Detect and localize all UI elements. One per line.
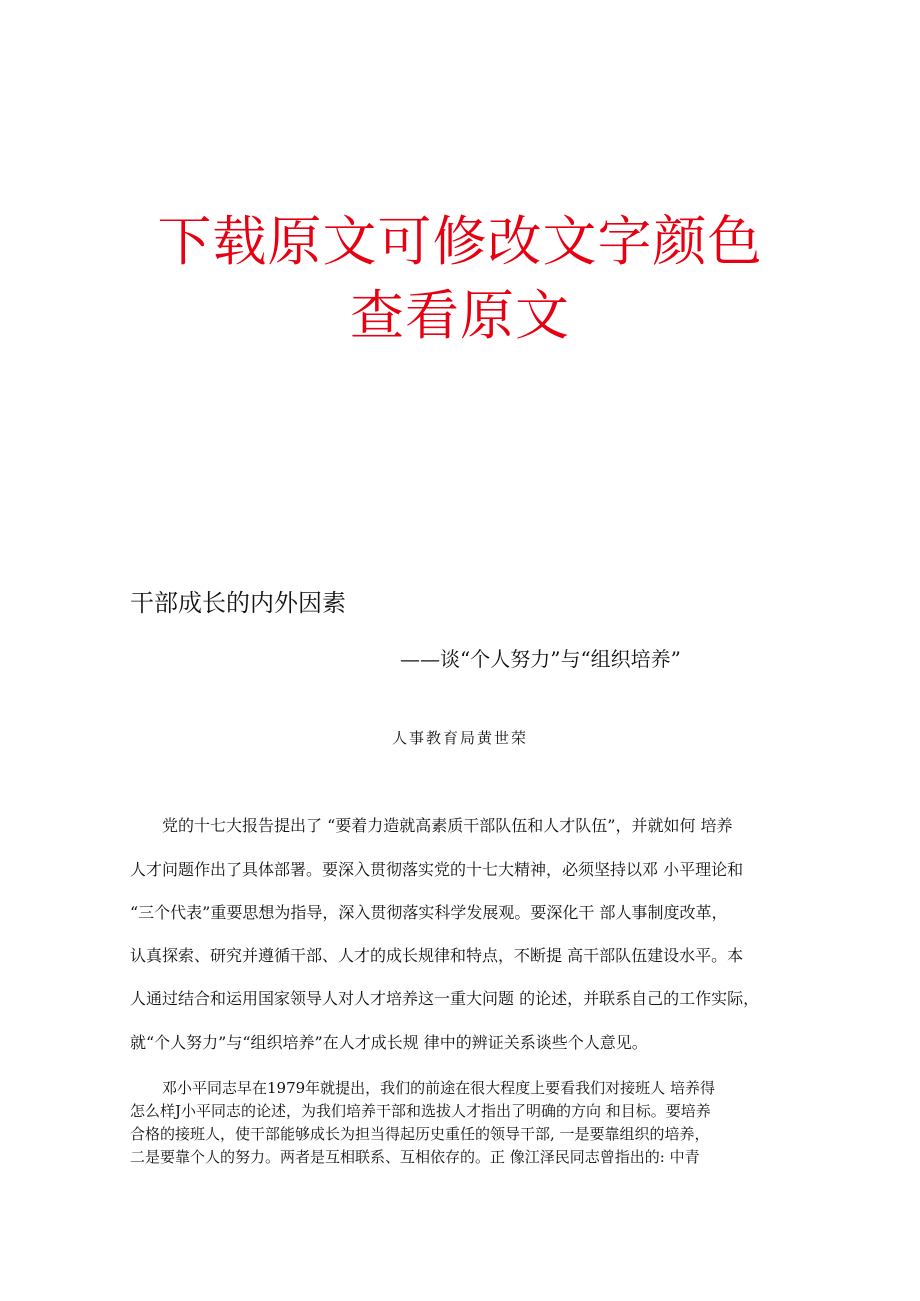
banner-line-2: 查看原文	[350, 284, 570, 347]
paragraph-1-line-2: 人才问题作出了具体部署。要深入贯彻落实党的十七大精神，必须坚持以邓 小平理论和	[130, 860, 744, 879]
paragraph-2-line-1: 邓小平同志早在1979年就提出，我们的前途在很大程度上要看我们对接班人 培养得	[162, 1079, 715, 1097]
article-title: 干部成长的内外因素	[130, 589, 346, 617]
paragraph-1-line-6: 就“个人努力”与“组织培养”在人才成长规 律中的辨证关系谈些个人意见。	[130, 1033, 648, 1052]
paragraph-2-line-3: 合格的接班人，使干部能够成长为担当得起历史重任的领导干部, 一是要靠组织的培养，	[130, 1125, 710, 1143]
paragraph-1-line-4: 认真探索、研究并遵循干部、人才的成长规律和特点，不断提 高干部队伍建设水平。本	[130, 946, 744, 965]
paragraph-1-line-5: 人通过结合和运用国家领导人对人才培养这一重大问题 的论述，并联系自己的工作实际，	[130, 989, 760, 1008]
paragraph-1-line-3: “三个代表”重要思想为指导，深入贯彻落实科学发展观。要深化干 部人事制度改革，	[130, 903, 728, 922]
article-subtitle: ——谈“个人努力”与“组织培养”	[400, 647, 681, 671]
article-author: 人事教育局黄世荣	[391, 729, 528, 747]
paragraph-2-line-4: 二是要靠个人的努力。两者是互相联系、互相依存的。正 像江泽民同志曾指出的: 中青	[130, 1148, 700, 1166]
banner-line-1: 下载原文可修改文字颜色	[157, 210, 763, 273]
paragraph-1-line-1: 党的十七大报告提出了 “要着力造就高素质干部队伍和人才队伍”，并就如何 培养	[162, 816, 733, 835]
paragraph-2-line-2: 怎么样J小平同志的论述，为我们培养干部和选拔人才指出了明确的方向 和目标。要培养	[130, 1102, 711, 1120]
